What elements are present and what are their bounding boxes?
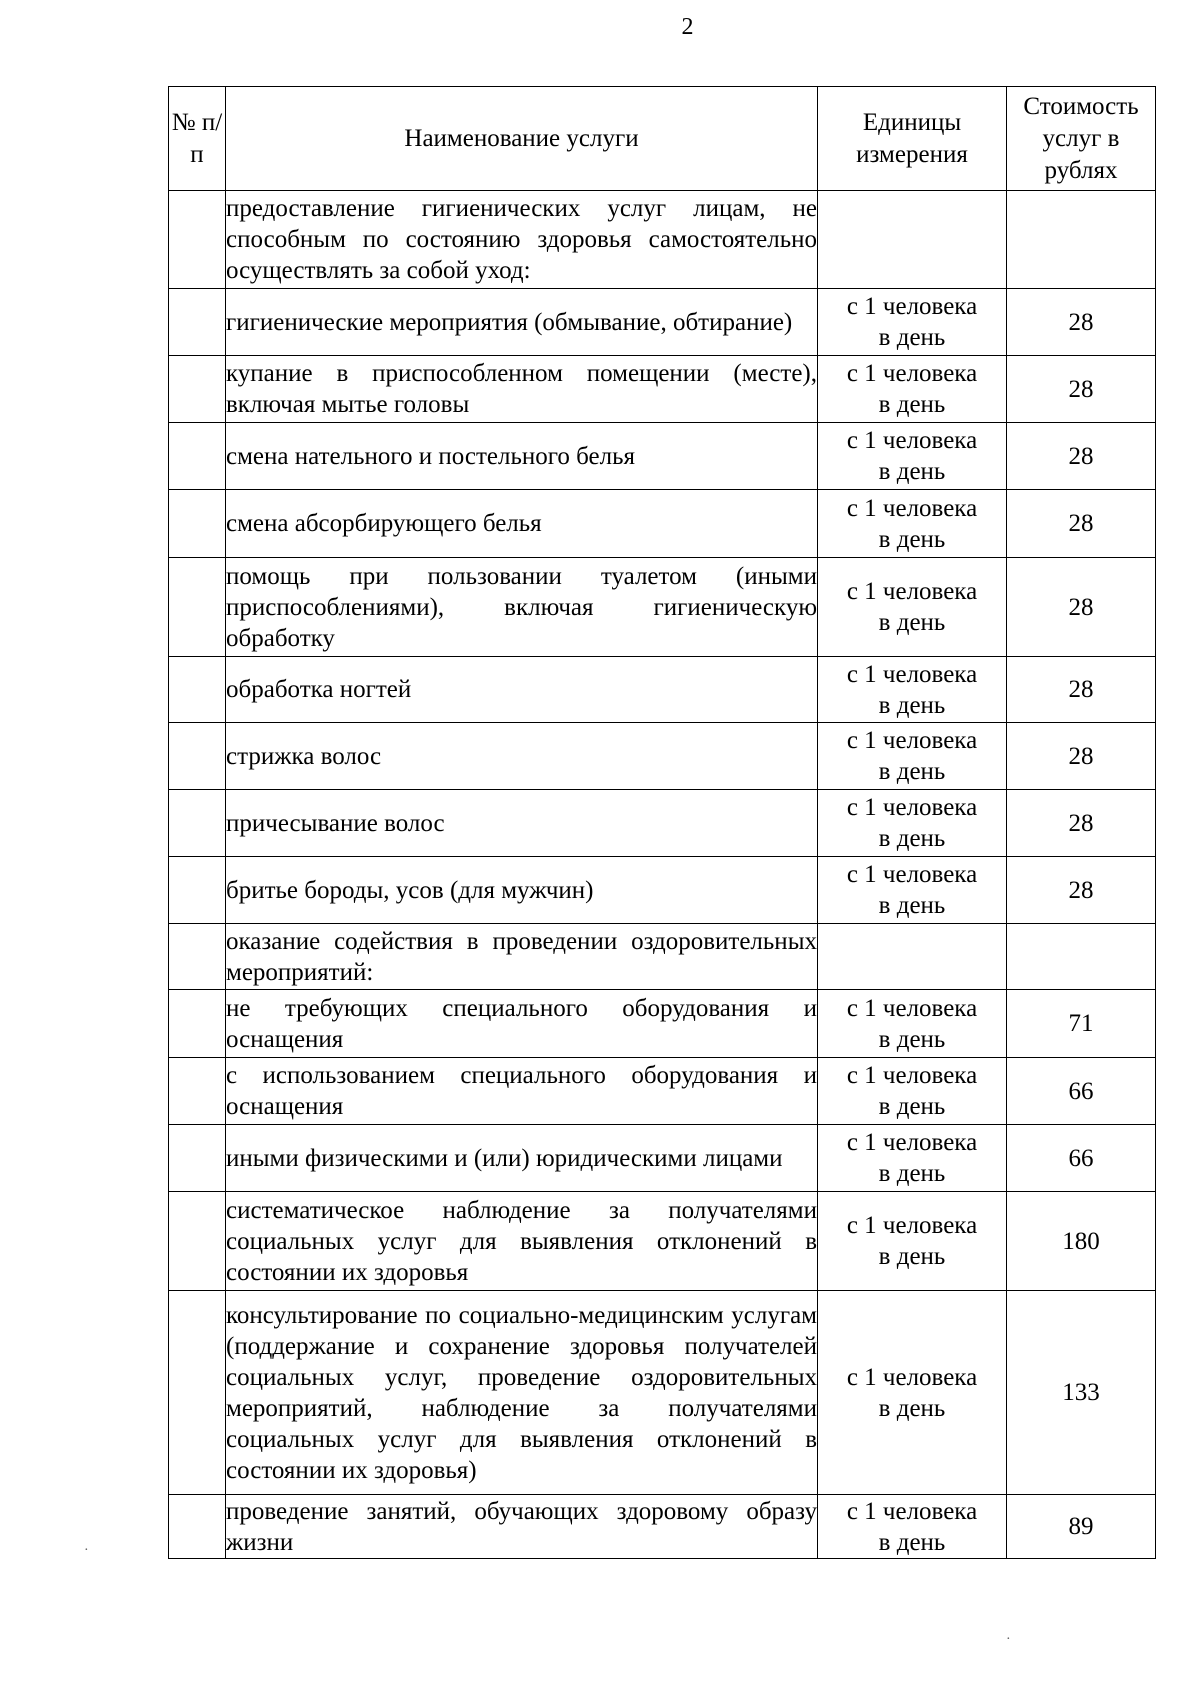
unit-text: с 1 человека (846, 360, 978, 387)
unit-cell (818, 1058, 1007, 1125)
unit-cell (818, 356, 1007, 423)
unit-cell (818, 990, 1007, 1058)
unit-cell (818, 790, 1007, 857)
unit-text: в день (878, 324, 946, 351)
service-name-cell: с использованием специального оборудования и оснащения (226, 1058, 818, 1125)
service-name-cell: смена абсорбирующего белья (226, 490, 818, 558)
table-row (169, 723, 1156, 790)
cost-cell: 28 (1007, 490, 1156, 558)
service-name-cell: гигиенические мероприятия (обмывание, обтирание) (226, 289, 818, 356)
service-name-cell: обработка ногтей (226, 657, 818, 723)
cost-cell: 66 (1007, 1125, 1156, 1192)
unit-text: в день (878, 691, 946, 719)
cost-cell (1007, 924, 1156, 990)
page-number: 2 (681, 14, 694, 40)
services-table (168, 86, 1156, 1559)
unit-text: с 1 человека (846, 1129, 978, 1156)
cost-cell: 28 (1007, 790, 1156, 857)
service-name-cell: стрижка волос (226, 723, 818, 790)
table-row (169, 1495, 1156, 1559)
cost-cell (1007, 191, 1156, 289)
unit-text: в день (878, 1160, 946, 1187)
unit-cell (818, 191, 1007, 289)
unit-text: с 1 человека (846, 660, 978, 688)
row-number-cell (169, 289, 226, 356)
cost-cell: 28 (1007, 657, 1156, 723)
cost-cell: 180 (1007, 1192, 1156, 1291)
unit-cell (818, 1192, 1007, 1291)
unit-cell (818, 723, 1007, 790)
service-name-cell: предоставление гигиенических услуг лицам, не способным по состоянию здоровья самостоятельно осуществлять за собой уход: (226, 191, 818, 289)
table-row (169, 1058, 1156, 1125)
unit-text: с 1 человека (846, 578, 978, 605)
header-unit: Единицы измерения (818, 87, 1007, 191)
unit-text: в день (878, 1093, 946, 1120)
table-row (169, 1192, 1156, 1291)
table-row (169, 490, 1156, 558)
service-name-cell: бритье бороды, усов (для мужчин) (226, 857, 818, 924)
unit-cell (818, 490, 1007, 558)
row-number-cell (169, 857, 226, 924)
unit-text: с 1 человека (846, 1062, 978, 1089)
cost-cell: 28 (1007, 857, 1156, 924)
table-row (169, 857, 1156, 924)
unit-text: с 1 человека (846, 293, 978, 320)
table-row (169, 790, 1156, 857)
table-row (169, 356, 1156, 423)
row-number-cell (169, 1192, 226, 1291)
service-name-cell: оказание содействия в проведении оздоровительных мероприятий: (226, 924, 818, 990)
service-name-cell: не требующих специального оборудования и оснащения (226, 990, 818, 1058)
unit-cell (818, 1291, 1007, 1495)
unit-text: в день (878, 609, 946, 636)
table-row (169, 657, 1156, 723)
row-number-cell (169, 191, 226, 289)
table-row (169, 423, 1156, 490)
row-number-cell (169, 1058, 226, 1125)
service-name-cell: систематическое наблюдение за получателями социальных услуг для выявления отклонений в состоянии их здоровья (226, 1192, 818, 1291)
table-row (169, 1291, 1156, 1495)
unit-text: в день (878, 391, 946, 418)
unit-text: с 1 человека (846, 861, 978, 888)
cost-cell: 28 (1007, 558, 1156, 657)
service-name-cell: причесывание волос (226, 790, 818, 857)
unit-text: с 1 человека (846, 1212, 978, 1239)
unit-cell (818, 289, 1007, 356)
unit-text: в день (878, 1528, 946, 1556)
unit-text: в день (878, 1025, 946, 1053)
row-number-cell (169, 990, 226, 1058)
service-name-cell: проведение занятий, обучающих здоровому образу жизни (226, 1495, 818, 1559)
cost-cell: 28 (1007, 723, 1156, 790)
unit-cell (818, 558, 1007, 657)
cost-cell: 71 (1007, 990, 1156, 1058)
unit-text: в день (878, 458, 946, 485)
row-number-cell (169, 490, 226, 558)
header-num: № п/п (169, 87, 226, 191)
service-name-cell: иными физическими и (или) юридическими лицами (226, 1125, 818, 1192)
table-row (169, 289, 1156, 356)
unit-cell (818, 657, 1007, 723)
cost-cell: 28 (1007, 356, 1156, 423)
row-number-cell (169, 1495, 226, 1559)
service-name-cell: купание в приспособленном помещении (месте), включая мытье головы (226, 356, 818, 423)
row-number-cell (169, 723, 226, 790)
row-number-cell (169, 924, 226, 990)
service-name-cell: смена нательного и постельного белья (226, 423, 818, 490)
unit-text: в день (878, 1394, 946, 1422)
row-number-cell (169, 356, 226, 423)
unit-cell (818, 423, 1007, 490)
unit-text: с 1 человека (846, 994, 978, 1022)
header-cost: Стоимость услуг в рублях (1007, 87, 1156, 191)
row-number-cell (169, 558, 226, 657)
scan-artifact: · (84, 1543, 89, 1558)
cost-cell: 28 (1007, 423, 1156, 490)
unit-cell (818, 924, 1007, 990)
service-name-cell: консультирование по социально-медицинским услугам (поддержание и сохранение здоровья получателей социальных услуг, проведение оздоровительных мероприятий, наблюдение за получателями социальных услуг для выявления отклонений в состоянии их здоровья) (226, 1291, 818, 1495)
row-number-cell (169, 657, 226, 723)
cost-cell: 133 (1007, 1291, 1156, 1495)
unit-cell (818, 1495, 1007, 1559)
unit-text: с 1 человека (846, 727, 978, 754)
row-number-cell (169, 1291, 226, 1495)
unit-cell (818, 1125, 1007, 1192)
unit-text: с 1 человека (846, 1497, 978, 1525)
unit-text: с 1 человека (846, 494, 978, 522)
row-number-cell (169, 1125, 226, 1192)
unit-text: с 1 человека (846, 794, 978, 821)
row-number-cell (169, 790, 226, 857)
unit-text: в день (878, 892, 946, 919)
cost-cell: 66 (1007, 1058, 1156, 1125)
unit-cell (818, 857, 1007, 924)
scan-artifact: · (1006, 1632, 1011, 1647)
unit-text: в день (878, 1243, 946, 1270)
unit-text: с 1 человека (846, 1363, 978, 1391)
cost-cell: 89 (1007, 1495, 1156, 1559)
row-number-cell (169, 423, 226, 490)
table-row (169, 191, 1156, 289)
service-name-cell: помощь при пользовании туалетом (иными приспособлениями), включая гигиеническую обработку (226, 558, 818, 657)
table-row (169, 990, 1156, 1058)
unit-text: в день (878, 758, 946, 785)
unit-text: с 1 человека (846, 427, 978, 454)
unit-text: в день (878, 825, 946, 852)
cost-cell: 28 (1007, 289, 1156, 356)
table-row (169, 924, 1156, 990)
unit-text: в день (878, 525, 946, 553)
table-row (169, 1125, 1156, 1192)
table-row (169, 558, 1156, 657)
header-name: Наименование услуги (226, 87, 818, 191)
